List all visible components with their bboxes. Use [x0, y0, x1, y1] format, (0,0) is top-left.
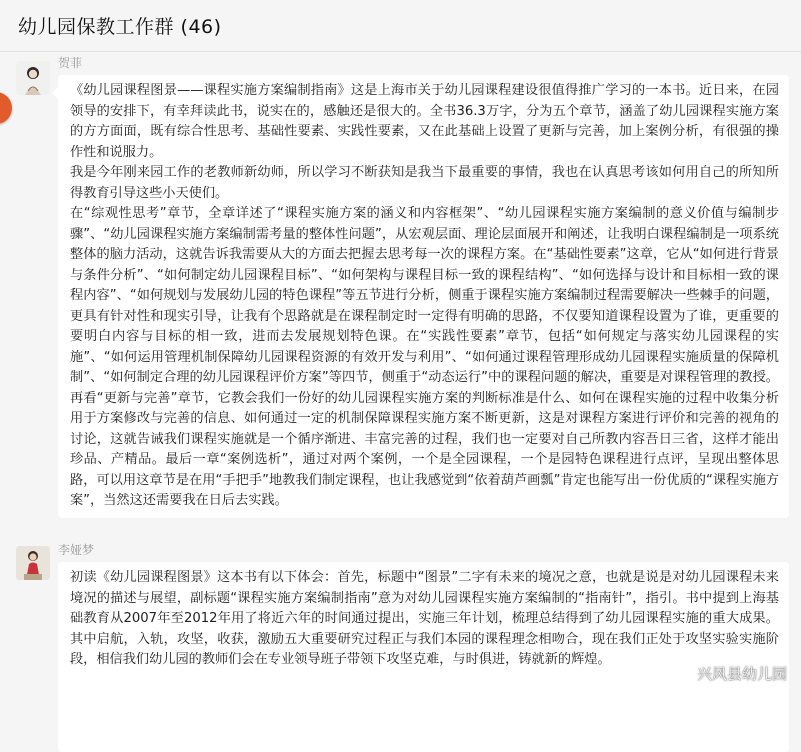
watermark-text: 兴风县幼儿园	[696, 665, 787, 683]
chat-area[interactable]	[0, 53, 801, 692]
sender-name: 贺菲	[58, 56, 83, 70]
avatar[interactable]	[16, 546, 50, 580]
message-paragraph: 初读《幼儿园课程图景》这本书有以下体会：首先，标题中“图景”二字有未来的境况之意，也就是说是对幼儿园课程未来境况的描述与展望，副标题“课程实施方案编制指南”意为对幼儿园课程实施方案编制的“指南针”，指引。书中提到上海基础教育从2007年至2012年用了将近六年的时间通过提出，实施三年计划，梳理总结得到了幼儿园课程实施的重大成果。其中启航，入轨，攻坚，收获，激励五大重要研究过程正与我们本园的课程理念相吻合，现在我们正处于攻坚实验实施阶段，相信我们幼儿园的教师们会在专业领导班子带领下攻坚克难，与时俱进，铸就新的辉煌。	[70, 570, 779, 667]
watermark	[675, 663, 787, 684]
sender-name: 李娅梦	[58, 543, 95, 557]
message-bubble[interactable]	[58, 75, 789, 518]
wechat-icon	[675, 665, 693, 683]
group-title: 幼儿园保教工作群 (46)	[18, 16, 222, 38]
message-paragraph: 《幼儿园课程图景——课程实施方案编制指南》这是上海市关于幼儿园课程建设很值得推广学习的一本书。近日来，在园领导的安排下，有幸拜读此书，说实在的，感触还是很大的。全书36.3万字，分为五个章节，涵盖了幼儿园课程实施方案的方方面面，既有综合性思考、基础性要素、实践性要素，又在此基础上设置了更新与完善，加上案例分析，有很强的操作性和说服力。	[70, 83, 779, 160]
message-paragraph: 我是今年刚来园工作的老教师新幼师，所以学习不断获知是我当下最重要的事情，我也在认真思考该如何用自己的所知所得教育引导这些小天使们。	[70, 165, 779, 201]
avatar[interactable]	[16, 61, 50, 95]
message-bubble[interactable]	[58, 562, 789, 752]
message-paragraph: 在“综观性思考”章节，全章详述了“课程实施方案的涵义和内容框架”、“幼儿园课程实施方案编制的意义价值与编制步骤”、“幼儿园课程实施方案编制需考量的整体性问题”，从宏观层面、理论层面展开和阐述，让我明白课程编制是一项系统整体的脑力活动，这就告诉我需要从大的方面去把握去思考每一次的课程方案。在“基础性要素”这章，它从“如何进行背景与条件分析”、“如何制定幼儿园课程目标”、“如何架构与课程目标一致的课程结构”、“如何选择与设计和目标相一致的课程内容”、“如何规划与发展幼儿园的特色课程”等五节进行分析，侧重于课程实施方案编制过程需要解决一些棘手的问题，更具有针对性和现实引导，让我有个思路就是在课程制定时一定得有明确的思路，不仅要知道课程设置为了谁，更重要的要明白内容与目标的相一致，进而去发展规划特色课。在“实践性要素”章节，包括“如何规定与落实幼儿园课程的实施”、“如何运用管理机制保障幼儿园课程资源的有效开发与利用”、“如何通过课程管理形成幼儿园课程实施质量的保障机制”、“如何制定合理的幼儿园课程评价方案”等四节，侧重于“动态运行”中的课程问题的解决，重要是对课程管理的教授。再看“更新与完善”章节，它教会我们一份好的幼儿园课程实施方案的判断标准是什么、如何在课程实施的过程中收集分析用于方案修改与完善的信息、如何通过一定的机制保障课程实施方案不断更新，这是对课程方案进行评价和完善的视角的讨论，这就告诫我们课程实施就是一个循序渐进、丰富完善的过程，我们也一定要对自己所教内容吾日三省，这样才能出珍品、产精品。最后一章“案例选析”，通过对两个案例，一个是全园课程，一个是园特色课程进行点评，呈现出整体思路，可以用这章节是在用“手把手”地教我们制定课程，也让我感觉到“依着葫芦画瓢”肯定也能写出一份优质的“课程实施方案”，当然这还需要我在日后去实践。	[70, 206, 779, 508]
chat-header	[0, 0, 801, 52]
